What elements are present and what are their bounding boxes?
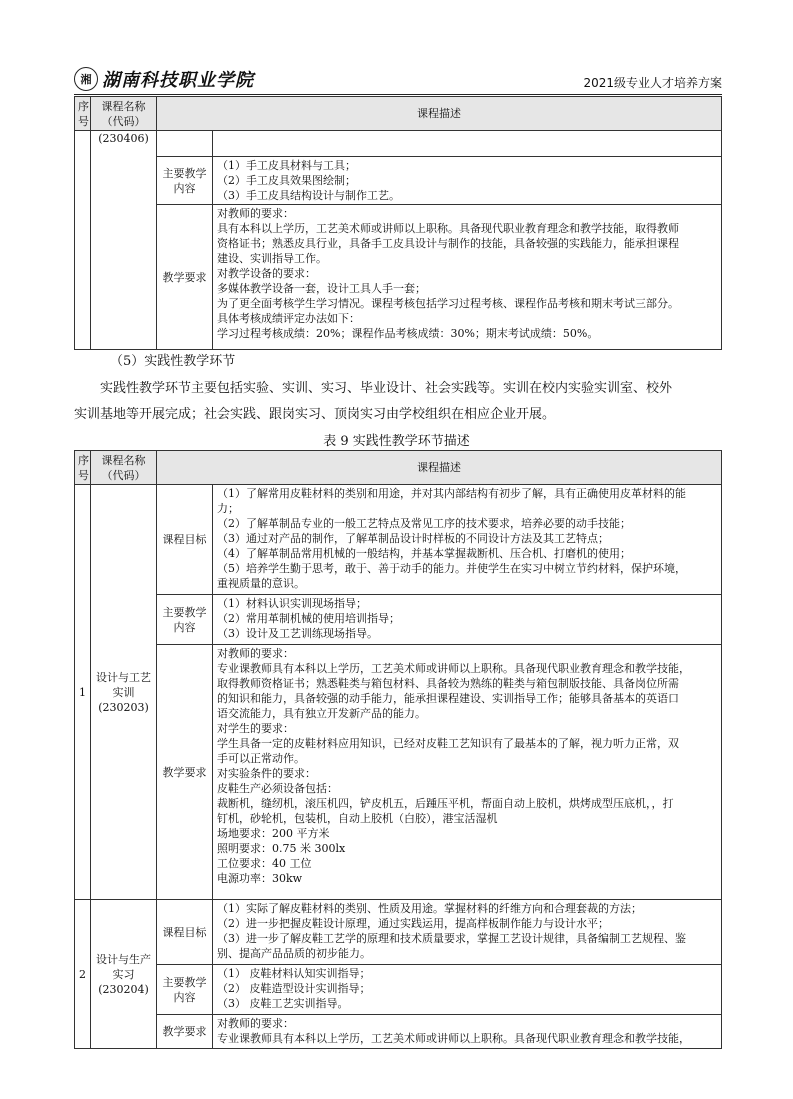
row-label: 教学要求 <box>157 205 213 350</box>
course-table-continued <box>74 96 722 350</box>
row-label: 主要教学内容 <box>157 965 213 1015</box>
row-label: 主要教学内容 <box>157 157 213 205</box>
course-name-cell <box>91 900 157 1049</box>
table-row <box>75 485 722 595</box>
course-name: 设计与工艺实训 <box>96 670 151 699</box>
label-cell-empty <box>157 131 213 157</box>
row-description: （1）手工皮具材料与工具； （2）手工皮具效果图绘制； （3）手工皮具结构设计与制作工艺。 <box>213 157 722 205</box>
header-course-desc: 课程描述 <box>157 97 722 131</box>
desc-cell-empty <box>213 131 722 157</box>
table-row <box>75 131 722 157</box>
table-row <box>75 645 722 900</box>
table-row <box>75 157 722 205</box>
table-header-row <box>75 97 722 131</box>
page-header <box>74 66 722 95</box>
section-paragraph-line: 实践性教学环节主要包括实验、实训、实习、毕业设计、社会实践等。实训在校内实验实训室、校外 <box>100 381 673 396</box>
seq-cell <box>75 131 91 350</box>
header-seq: 序号 <box>75 451 91 485</box>
header-course-name: 课程名称（代码） <box>91 97 157 131</box>
course-seq: 1 <box>75 485 91 900</box>
course-code: (230203) <box>98 700 149 714</box>
row-description: 对教师的要求： 具有本科以上学历，工艺美术师或讲师以上职称。具备现代职业教育理念和教学技能，取得教师 资格证书；熟悉皮具行业，具备手工皮具设计与制作的技能，具备较强的实践能力，能承担课程 建设、实训指导工作。 对教学设备的要求： 多媒体教学设备一套，设计工具人手一套； 为了更全面考核学生学习情况。课程考核包括学习过程考核、课程作品考核和期末考试三部分。 具体考核成绩评定办法如下： 学习过程考核成绩：20%；课程作品考核成绩：30%；期末考试成绩：50%。 <box>213 205 722 350</box>
table-caption: 表 9 实践性教学环节描述 <box>323 434 470 449</box>
table-row <box>75 205 722 350</box>
table-row <box>75 900 722 965</box>
section-heading: （5）实践性教学环节 <box>110 354 236 369</box>
table-header-row <box>75 451 722 485</box>
document-title: 2021级专业人才培养方案 <box>583 76 722 90</box>
row-description: 对教师的要求： 专业课教师具有本科以上学历，工艺美术师或讲师以上职称。具备现代职业教育理念和教学技能， 取得教师资格证书；熟悉鞋类与箱包材料、具备较为熟练的鞋类与箱包制版技能、具备岗位所需 的知识和能力，具备较强的动手能力，能承担课程建设、实训指导工作；能够具备基本的英语口 语交流能力，具有独立开发新产品的能力。 对学生的要求： 学生具备一定的皮鞋材料应用知识，已经对皮鞋工艺知识有了最基本的了解，视力听力正常，双 手可以正常动作。 对实验条件的要求： 皮鞋生产必须设备包括： 裁断机，缝纫机，滚压机四，铲皮机五，后踵压平机，帮面自动上胶机，烘烤成型压底机，，打 钉机，砂轮机，包装机，自动上胶机（白胶），港宝活湿机 场地要求：200 平方米 照明要求：0.75 米 300lx 工位要求：40 工位 电源功率：30kw <box>213 645 722 900</box>
row-label: 教学要求 <box>157 645 213 900</box>
course-seq: 2 <box>75 900 91 1049</box>
row-description: 对教师的要求： 专业课教师具有本科以上学历，工艺美术师或讲师以上职称。具备现代职业教育理念和教学技能， <box>213 1015 722 1049</box>
row-description: （1）实际了解皮鞋材料的类别、性质及用途。掌握材料的纤维方向和合理套裁的方法； （2）进一步把握皮鞋设计原理，通过实践运用，提高样板制作能力与设计水平； （3）进一步了解皮鞋工艺学的原理和技术质量要求，掌握工艺设计规律，具备编制工艺规程、鉴 别、提高产品品质的初步能力。 <box>213 900 722 965</box>
course-code: (230204) <box>98 982 149 996</box>
row-description: （1）了解常用皮鞋材料的类别和用途，并对其内部结构有初步了解，具有正确使用皮革材料的能 力； （2）了解革制品专业的一般工艺特点及常见工序的技术要求，培养必要的动手技能； （3）通过对产品的制作，了解革制品设计时样板的不同设计方法及其工艺特点； （4）了解革制品常用机械的一般结构，并基本掌握裁断机、压合机、打磨机的使用； （5）培养学生勤于思考，敢于、善于动手的能力。并使学生在实习中树立节约材料，保护环境， 重视质量的意识。 <box>213 485 722 595</box>
header-seq: 序号 <box>75 97 91 131</box>
course-code: (230406) <box>91 131 157 350</box>
course-name: 设计与生产实习 <box>96 952 151 981</box>
table-row <box>75 965 722 1015</box>
row-description: （1） 皮鞋材料认知实训指导； （2） 皮鞋造型设计实训指导； （3） 皮鞋工艺实训指导。 <box>213 965 722 1015</box>
row-label: 课程目标 <box>157 485 213 595</box>
row-description: （1）材料认识实训现场指导； （2）常用革制机械的使用培训指导； （3）设计及工艺训练现场指导。 <box>213 595 722 645</box>
table-row <box>75 1015 722 1049</box>
row-label: 主要教学内容 <box>157 595 213 645</box>
row-label: 教学要求 <box>157 1015 213 1049</box>
school-seal-icon: 湘 <box>74 67 98 91</box>
table-row <box>75 595 722 645</box>
school-logo <box>74 66 254 92</box>
course-name-cell <box>91 485 157 900</box>
practice-table <box>74 450 722 1049</box>
header-course-desc: 课程描述 <box>157 451 722 485</box>
school-name-calligraphy: 湖南科技职业学院 <box>102 70 254 91</box>
row-label: 课程目标 <box>157 900 213 965</box>
header-course-name: 课程名称（代码） <box>91 451 157 485</box>
section-paragraph-line: 实训基地等开展完成；社会实践、跟岗实习、顶岗实习由学校组织在相应企业开展。 <box>74 407 556 422</box>
